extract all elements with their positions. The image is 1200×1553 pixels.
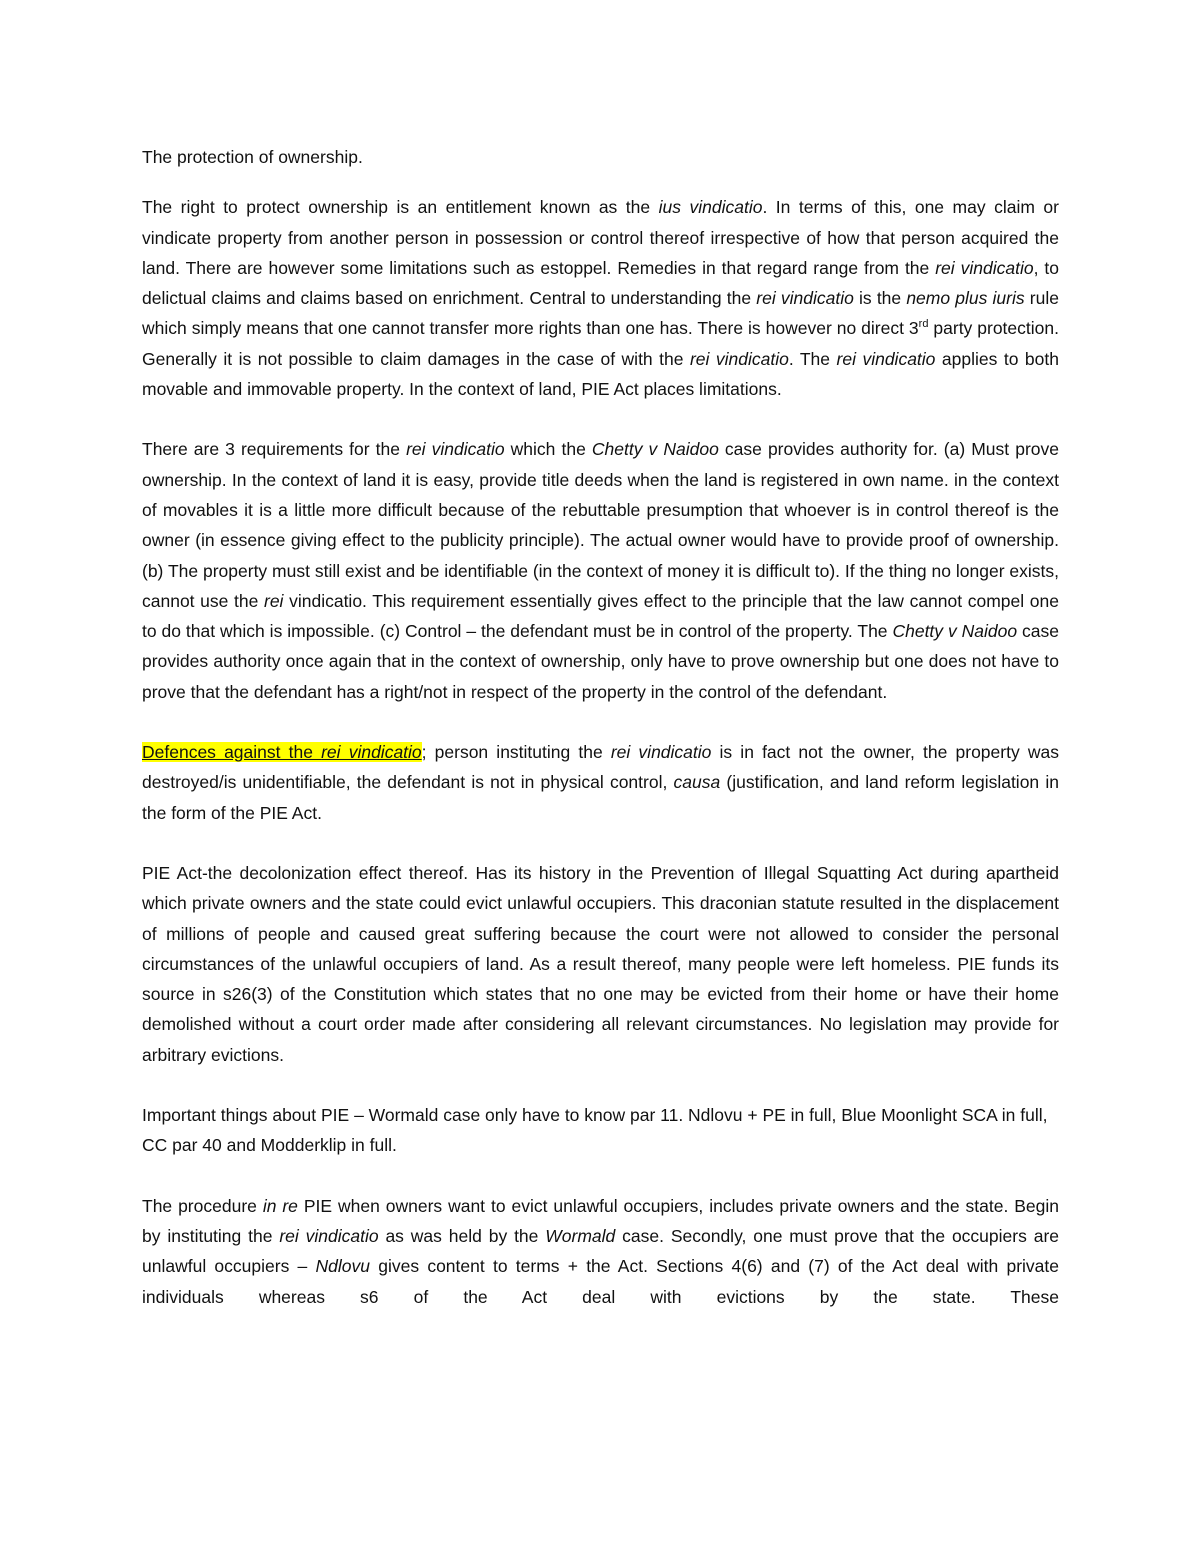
text-run: is the: [853, 288, 907, 309]
text-run: case provides authority for. (a) Must prove ownership. In the context of land it is easy, provide title deeds when the land is registered in own name. in the context of movables it is a little more difficult because of the rebuttable presumption that whoever is in control thereof is the owner (in essence giving effect to the publicity principle). The actual owner would have to provide proof of ownership. (b) The property must still exist and be identifiable (in the context of money it is difficult to). If the thing no longer exists, cannot use the: [142, 439, 1060, 611]
text-run: There are 3 requirements for the: [142, 439, 407, 460]
document-title: The protection of ownership.: [142, 147, 363, 167]
italic-case-name: Ndlovu: [315, 1256, 371, 1277]
text-run: is in fact not the owner, the property was destroyed/is unidentifiable, the defendant is not in physical control,: [142, 742, 1059, 793]
document-body: [142, 142, 1059, 1312]
text-run: The right to protect ownership is an entitlement known as the: [142, 197, 659, 218]
text-run: case. Secondly, one must prove that the occupiers are unlawful occupiers –: [142, 1225, 1060, 1277]
italic-term: rei vindicatio: [321, 742, 422, 763]
text-run: as was held by the: [378, 1225, 546, 1246]
paragraph-ius-vindicatio: [142, 192, 1059, 404]
text-run: ; person instituting the: [421, 742, 611, 763]
italic-term: rei vindicatio: [836, 348, 936, 369]
text-run: The procedure: [142, 1195, 263, 1216]
text-run: . The: [788, 348, 837, 369]
text-run: rule which simply means that one cannot transfer more rights than one has. There is however no direct 3: [142, 288, 1059, 339]
text-run: (justification, and land reform legislation in the form of the PIE Act.: [142, 772, 1059, 823]
italic-term: ius vindicatio: [658, 197, 763, 218]
text-run: , to delictual claims and claims based on enrichment. Central to understanding the: [142, 257, 1059, 309]
paragraph-defences: [142, 737, 1059, 828]
italic-term: rei vindicatio: [406, 439, 505, 460]
superscript: rd: [918, 318, 929, 331]
text-run: PIE when owners want to evict unlawful occupiers, includes private owners and the state. Begin by instituting the: [142, 1195, 1059, 1246]
italic-term: causa: [673, 772, 721, 793]
paragraph-pie-act: PIE Act-the decolonization effect thereof. Has its history in the Prevention of Illegal Squatting Act during apartheid which private owners and the state could evict unlawful occupiers. This draconian statute resulted in the displacement of millions of people and caused great suffering because the court were not allowed to consider the personal circumstances of the unlawful occupiers of land. As a result thereof, many people were left homeless. PIE funds its source in s26(3) of the Constitution which states that no one may be evicted from their home or have their home demolished without a court order made after considering all relevant circumstances. No legislation may provide for arbitrary evictions.: [142, 862, 1059, 1065]
text-run: case provides authority once again that in the context of ownership, only have to prove ownership but one does not have to prove that the defendant has a right/not in respect of the property in the control of the defendant.: [142, 621, 1059, 702]
text-run: applies to both movable and immovable property. In the context of land, PIE Act places limitations.: [142, 348, 1059, 400]
highlighted-heading: [142, 742, 422, 762]
text-run: . In terms of this, one may claim or vindicate property from another person in possession or control thereof irrespective of how that person acquired the land. There are however some limitations such as estoppel. Remedies in that regard range from the: [142, 197, 1059, 278]
text-run: which the: [504, 439, 592, 460]
text-run: gives content to terms + the Act. Sections 4(6) and (7) of the Act deal with private individuals whereas s6 of the Act deal with evictions by the state. These: [142, 1256, 1060, 1307]
italic-case-name: Chetty v Naidoo: [591, 439, 719, 460]
text-run: Defences against the: [142, 742, 322, 763]
italic-case-name: Wormald: [545, 1225, 616, 1246]
italic-term: rei vindicatio: [279, 1225, 379, 1246]
italic-term: rei vindicatio: [935, 257, 1034, 278]
text-run: vindicatio. This requirement essentially gives effect to the principle that the law cannot compel one to do that which is impossible. (c) Control – the defendant must be in control of the property. The: [142, 590, 1059, 642]
italic-term: in re: [262, 1195, 298, 1216]
paragraph-procedure: [142, 1191, 1059, 1312]
paragraph-important-things: Important things about PIE – Wormald case only have to know par 11. Ndlovu + PE in full, Blue Moonlight SCA in full, CC par 40 and Modderklip in full.: [142, 1105, 1048, 1156]
italic-case-name: Chetty v Naidoo: [892, 621, 1018, 642]
italic-term: rei vindicatio: [689, 348, 789, 369]
italic-term: rei vindicatio: [610, 742, 712, 763]
italic-term: nemo plus iuris: [906, 288, 1025, 309]
text-run: party protection. Generally it is not possible to claim damages in the case of with the: [142, 318, 1059, 369]
italic-term: rei vindicatio: [756, 288, 854, 309]
italic-term: rei: [264, 590, 284, 611]
paragraph-requirements: [142, 434, 1059, 707]
